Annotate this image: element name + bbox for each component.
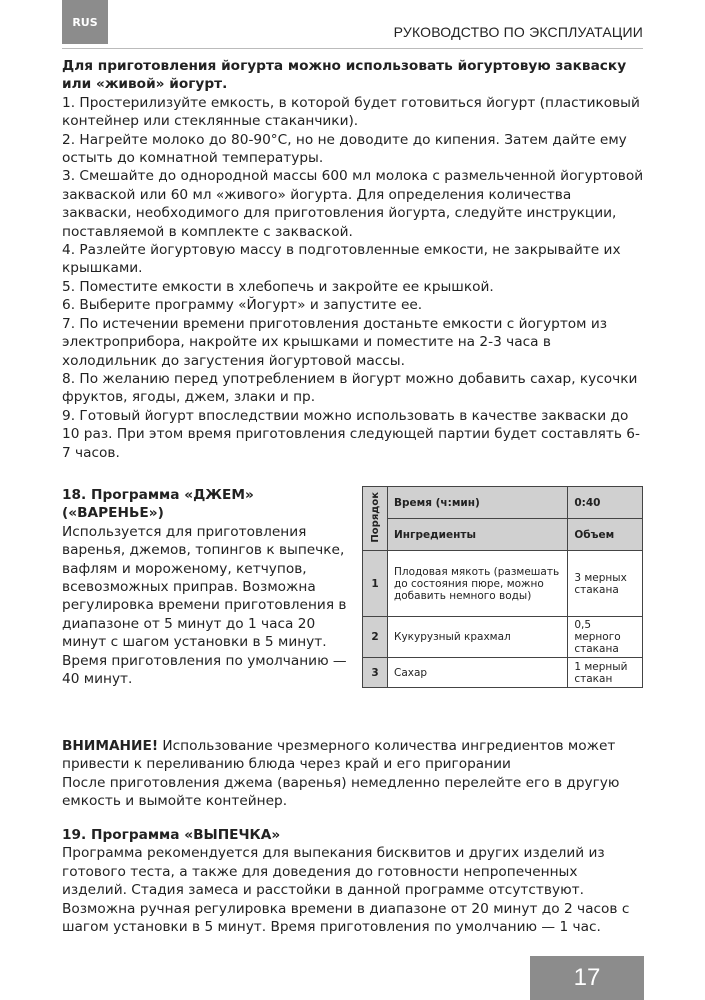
- ingredients-header: Ингредиенты: [388, 519, 568, 551]
- yogurt-step: 9. Готовый йогурт впоследствии можно использовать в качестве закваски до 10 раз. При этом время приготовления следующей партии будет составлять 6-7 часов.: [62, 407, 640, 461]
- language-tab: RUS: [62, 0, 108, 44]
- order-header: Порядок: [363, 487, 388, 551]
- yogurt-step: 3. Смешайте до однородной массы 600 мл молока с размельченной йогуртовой закваской или 60 мл «живого» йогурта. Для определения количества закваски, необходимого для приготовления йогурта, следуйте инструкции, поставляемой в комплекте с закваской.: [62, 168, 644, 240]
- ingredient-cell: Кукурузный крахмал: [388, 617, 568, 658]
- volume-header: Объем: [568, 519, 643, 551]
- yogurt-step: 7. По истечении времени приготовления достаньте емкости с йогуртом из электроприбора, накройте их крышками и поместите на 2-3 часа в холодильник до загустения йогуртовой массы.: [62, 315, 608, 369]
- warning-label: ВНИМАНИЕ!: [62, 738, 159, 754]
- ingredient-cell: Сахар: [388, 658, 568, 688]
- warning-after: После приготовления джема (варенья) немедленно перелейте его в другую емкость и вымойте контейнер.: [62, 774, 620, 810]
- section-19-body: Программа рекомендуется для выпекания бисквитов и других изделий из готового теста, а также для доведения до готовности непропеченных изделий. Стадия замеса и расстойки в данной программе отсутствуют. Возможна ручная регулировка времени в диапазоне от 20 минут до 2 часов с шагом установки в 5 минут. Время приготовления по умолчанию — 1 час.: [62, 845, 630, 936]
- table-row: [363, 551, 643, 617]
- yogurt-step: 1. Простерилизуйте емкость, в которой будет готовиться йогурт (пластиковый контейнер или стеклянные стаканчики).: [62, 94, 640, 130]
- section-18-title: 18. Программа «ДЖЕМ» («ВАРЕНЬЕ»): [62, 487, 254, 522]
- yogurt-step: 4. Разлейте йогуртовую массу в подготовленные емкости, не закрывайте их крышками.: [62, 242, 621, 277]
- yogurt-heading: Для приготовления йогурта можно использовать йогуртовую закваску или «живой» йогурт.: [62, 58, 627, 93]
- volume-cell: 3 мерных стакана: [568, 551, 643, 617]
- row-number: 2: [363, 617, 388, 658]
- time-value: 0:40: [568, 487, 643, 519]
- section-19-title: 19. Программа «ВЫПЕЧКА»: [62, 827, 281, 843]
- page-number: 17: [530, 956, 644, 1000]
- warning-text: Использование чрезмерного количества ингредиентов может привести к переливанию блюда через край и его пригорании: [62, 738, 616, 773]
- warning-block: [62, 737, 644, 811]
- manual-title: РУКОВОДСТВО ПО ЭКСПЛУАТАЦИИ: [393, 24, 643, 40]
- section-18-body: Используется для приготовления варенья, джемов, топингов к выпечке, вафлям и мороженому, кетчупов, всевозможных приправ. Возможна регулировка времени приготовления в диапазоне от 5 минут до 1 часа 20 минут с шагом установки в 5 минут. Время приготовления по умолчанию — 40 минут.: [62, 523, 347, 688]
- yogurt-step: 6. Выберите программу «Йогурт» и запустите ее.: [62, 297, 423, 314]
- yogurt-step: 8. По желанию перед употреблением в йогурт можно добавить сахар, кусочки фруктов, ягоды, джем, злаки и пр.: [62, 370, 638, 406]
- section-19: [62, 826, 644, 936]
- jam-recipe-table: [362, 486, 643, 688]
- ingredient-cell: Плодовая мякоть (размешать до состояния пюре, можно добавить немного воды): [388, 551, 568, 617]
- header-divider: [62, 48, 643, 49]
- yogurt-step: 5. Поместите емкости в хлебопечь и закройте ее крышкой.: [62, 278, 494, 295]
- row-number: 3: [363, 658, 388, 688]
- volume-cell: 1 мерный стакан: [568, 658, 643, 688]
- table-row: [363, 658, 643, 688]
- yogurt-step: 2. Нагрейте молоко до 80-90°С, но не доводите до кипения. Затем дайте ему остыть до комнатной температуры.: [62, 131, 627, 167]
- section-18: [62, 486, 352, 688]
- table-row: [363, 617, 643, 658]
- time-header: Время (ч:мин): [388, 487, 568, 519]
- volume-cell: 0,5 мерного стакана: [568, 617, 643, 658]
- row-number: 1: [363, 551, 388, 617]
- yogurt-instructions: [62, 57, 644, 462]
